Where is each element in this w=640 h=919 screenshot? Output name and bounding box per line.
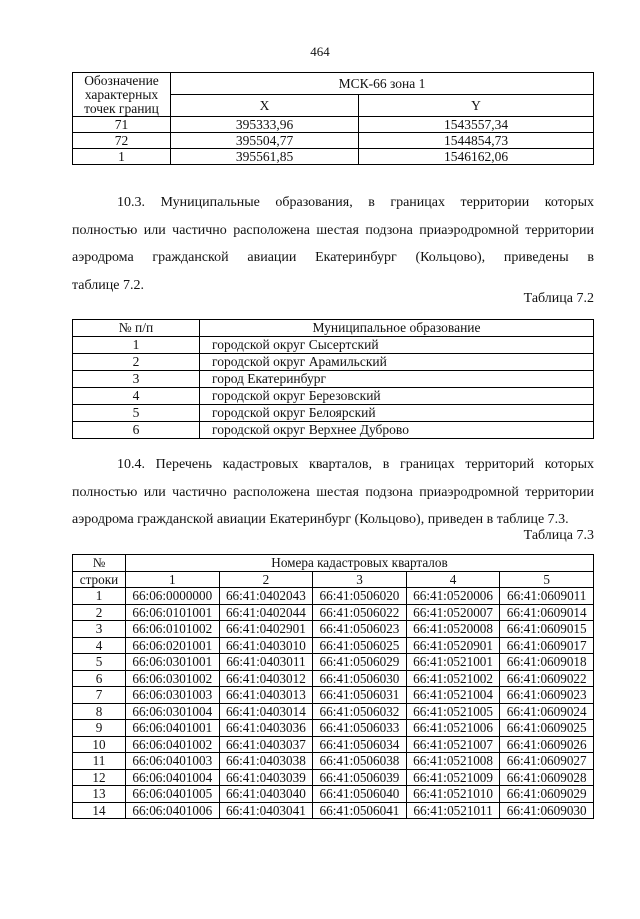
cadastral-number-cell: 66:41:0521010: [406, 786, 500, 803]
cadastral-number-cell: 66:41:0609027: [500, 753, 594, 770]
cadastral-number-cell: 66:41:0402901: [219, 621, 313, 638]
cadastral-number-cell: 66:06:0000000: [126, 588, 220, 605]
cadastral-number-cell: 66:41:0521009: [406, 769, 500, 786]
table-row: [73, 337, 594, 354]
cadastral-number-cell: 66:41:0521002: [406, 670, 500, 687]
paragraph-line: таблице 7.2.: [72, 277, 144, 293]
cadastral-number-cell: 66:41:0402043: [219, 588, 313, 605]
cadastral-number-cell: 66:41:0506023: [313, 621, 407, 638]
column-header: 3: [313, 571, 407, 588]
num-cell: 3: [73, 371, 200, 388]
cadastral-number-cell: 66:06:0301003: [126, 687, 220, 704]
cadastral-number-cell: 66:41:0403010: [219, 637, 313, 654]
table-row: [73, 720, 594, 737]
row-number-cell: 2: [73, 604, 126, 621]
name-cell: городской округ Сысертский: [200, 337, 594, 354]
table-row: [73, 736, 594, 753]
point-header: [73, 73, 171, 117]
table-row: [73, 753, 594, 770]
cadastral-number-cell: 66:41:0506038: [313, 753, 407, 770]
row-number-cell: 5: [73, 654, 126, 671]
table-row: [73, 117, 594, 133]
cadastral-number-cell: 66:41:0521004: [406, 687, 500, 704]
cadastral-number-cell: 66:41:0609023: [500, 687, 594, 704]
cadastral-number-cell: 66:41:0520006: [406, 588, 500, 605]
y-header: Y: [359, 95, 594, 117]
num-cell: 2: [73, 354, 200, 371]
cadastral-number-cell: 66:41:0609029: [500, 786, 594, 803]
table-row: [73, 604, 594, 621]
cadastral-number-cell: 66:06:0101001: [126, 604, 220, 621]
cadastral-number-cell: 66:41:0403013: [219, 687, 313, 704]
cadastral-number-cell: 66:41:0521005: [406, 703, 500, 720]
table-row: [73, 786, 594, 803]
cadastral-number-cell: 66:41:0506041: [313, 802, 407, 819]
table-row: [73, 769, 594, 786]
municipalities-table: [72, 319, 594, 439]
table-row: [73, 687, 594, 704]
cadastral-number-cell: 66:41:0403039: [219, 769, 313, 786]
num-cell: 5: [73, 405, 200, 422]
cadastral-number-cell: 66:41:0609024: [500, 703, 594, 720]
table-row: [73, 654, 594, 671]
coordinates-table: [72, 72, 594, 165]
num-cell: 6: [73, 422, 200, 439]
cadastral-number-cell: 66:41:0506025: [313, 637, 407, 654]
cadastral-number-cell: 66:41:0403041: [219, 802, 313, 819]
column-header: 5: [500, 571, 594, 588]
x-cell: 395333,96: [171, 117, 359, 133]
cadastral-number-cell: 66:41:0609015: [500, 621, 594, 638]
cadastral-number-cell: 66:41:0403014: [219, 703, 313, 720]
point-cell: 72: [73, 133, 171, 149]
x-cell: 395504,77: [171, 133, 359, 149]
row-number-cell: 3: [73, 621, 126, 638]
paragraph-line: 10.4. Перечень кадастровых кварталов, в границах территорий которых: [117, 457, 594, 472]
row-number-cell: 6: [73, 670, 126, 687]
name-header: Муниципальное образование: [200, 320, 594, 337]
cadastral-number-cell: 66:41:0609017: [500, 637, 594, 654]
row-number-cell: 1: [73, 588, 126, 605]
row-number-cell: 8: [73, 703, 126, 720]
num-header: № п/п: [73, 320, 200, 337]
table-row: [73, 354, 594, 371]
cadastral-number-cell: 66:41:0506040: [313, 786, 407, 803]
row-number-cell: 13: [73, 786, 126, 803]
cadastral-number-cell: 66:41:0609025: [500, 720, 594, 737]
column-header: 2: [219, 571, 313, 588]
table-row: [73, 388, 594, 405]
name-cell: городской округ Березовский: [200, 388, 594, 405]
cadastral-number-cell: 66:41:0520008: [406, 621, 500, 638]
row-number-header-bottom: строки: [73, 571, 126, 588]
name-cell: городской округ Арамильский: [200, 354, 594, 371]
row-number-cell: 14: [73, 802, 126, 819]
x-header: X: [171, 95, 359, 117]
cadastral-number-cell: 66:41:0506034: [313, 736, 407, 753]
cadastral-number-cell: 66:41:0521001: [406, 654, 500, 671]
table-row: [73, 405, 594, 422]
name-cell: город Екатеринбург: [200, 371, 594, 388]
cadastral-number-cell: 66:41:0521007: [406, 736, 500, 753]
cadastral-group-header: Номера кадастровых кварталов: [126, 555, 594, 572]
y-cell: 1544854,73: [359, 133, 594, 149]
cadastral-number-cell: 66:06:0401001: [126, 720, 220, 737]
point-cell: 71: [73, 117, 171, 133]
column-header: 1: [126, 571, 220, 588]
cadastral-number-cell: 66:06:0301002: [126, 670, 220, 687]
row-number-cell: 12: [73, 769, 126, 786]
table-row: [73, 133, 594, 149]
table-7-2-caption: Таблица 7.2: [523, 291, 594, 306]
cadastral-number-cell: 66:41:0609028: [500, 769, 594, 786]
table-row: [73, 149, 594, 165]
paragraph-line: полностью или частично расположена шестая подзона приаэродромной территории: [72, 484, 594, 500]
paragraph-line: аэродрома гражданской авиации Екатеринбург (Кольцово), приведены в: [72, 250, 594, 265]
table-row: [73, 621, 594, 638]
table-row: [73, 670, 594, 687]
cadastral-number-cell: 66:41:0403036: [219, 720, 313, 737]
cadastral-number-cell: 66:06:0401002: [126, 736, 220, 753]
cadastral-number-cell: 66:41:0521006: [406, 720, 500, 737]
cadastral-number-cell: 66:41:0521008: [406, 753, 500, 770]
table-row: [73, 802, 594, 819]
coordinate-system-header: МСК-66 зона 1: [171, 73, 594, 95]
cadastral-number-cell: 66:06:0401005: [126, 786, 220, 803]
cadastral-number-cell: 66:41:0520007: [406, 604, 500, 621]
table-7-3-caption: Таблица 7.3: [523, 528, 594, 543]
cadastral-number-cell: 66:41:0506031: [313, 687, 407, 704]
cadastral-number-cell: 66:41:0403038: [219, 753, 313, 770]
table-row: [73, 371, 594, 388]
table-row: [73, 637, 594, 654]
cadastral-quarters-table: [72, 554, 594, 819]
table-row: [73, 703, 594, 720]
cadastral-number-cell: 66:41:0403011: [219, 654, 313, 671]
cadastral-number-cell: 66:41:0506033: [313, 720, 407, 737]
cadastral-number-cell: 66:06:0301001: [126, 654, 220, 671]
cadastral-number-cell: 66:06:0301004: [126, 703, 220, 720]
cadastral-number-cell: 66:41:0609011: [500, 588, 594, 605]
paragraph-10-3: [72, 189, 594, 299]
cadastral-number-cell: 66:41:0520901: [406, 637, 500, 654]
cadastral-number-cell: 66:06:0101002: [126, 621, 220, 638]
y-cell: 1543557,34: [359, 117, 594, 133]
y-cell: 1546162,06: [359, 149, 594, 165]
table-row: [73, 422, 594, 439]
row-number-cell: 7: [73, 687, 126, 704]
cadastral-number-cell: 66:41:0402044: [219, 604, 313, 621]
cadastral-number-cell: 66:41:0521011: [406, 802, 500, 819]
num-cell: 1: [73, 337, 200, 354]
row-number-cell: 10: [73, 736, 126, 753]
cadastral-number-cell: 66:41:0403037: [219, 736, 313, 753]
row-number-cell: 4: [73, 637, 126, 654]
cadastral-number-cell: 66:41:0506022: [313, 604, 407, 621]
name-cell: городской округ Верхнее Дуброво: [200, 422, 594, 439]
paragraph-line: полностью или частично расположена шестая подзона приаэродромной территории: [72, 222, 594, 238]
cadastral-number-cell: 66:41:0609018: [500, 654, 594, 671]
paragraph-line: 10.3. Муниципальные образования, в границах территории которых: [117, 195, 594, 210]
cadastral-number-cell: 66:41:0609026: [500, 736, 594, 753]
cadastral-number-cell: 66:41:0506032: [313, 703, 407, 720]
cadastral-number-cell: 66:41:0506030: [313, 670, 407, 687]
x-cell: 395561,85: [171, 149, 359, 165]
point-header-line: Обозначение: [84, 73, 159, 88]
cadastral-number-cell: 66:41:0609022: [500, 670, 594, 687]
cadastral-number-cell: 66:41:0609030: [500, 802, 594, 819]
point-header-line: характерных: [84, 87, 159, 102]
row-number-cell: 9: [73, 720, 126, 737]
cadastral-number-cell: 66:41:0506029: [313, 654, 407, 671]
point-cell: 1: [73, 149, 171, 165]
num-cell: 4: [73, 388, 200, 405]
point-header-line: точек границ: [84, 101, 159, 116]
cadastral-number-cell: 66:41:0403040: [219, 786, 313, 803]
cadastral-number-cell: 66:41:0506039: [313, 769, 407, 786]
table-row: [73, 588, 594, 605]
page-number: 464: [310, 44, 330, 59]
cadastral-number-cell: 66:06:0401006: [126, 802, 220, 819]
paragraph-10-4: [72, 451, 594, 534]
cadastral-number-cell: 66:41:0403012: [219, 670, 313, 687]
cadastral-number-cell: 66:06:0401004: [126, 769, 220, 786]
row-number-header-top: №: [73, 555, 126, 572]
name-cell: городской округ Белоярский: [200, 405, 594, 422]
paragraph-line: аэродрома гражданской авиации Екатеринбург (Кольцово), приведен в таблице 7.3.: [72, 512, 569, 527]
column-header: 4: [406, 571, 500, 588]
cadastral-number-cell: 66:41:0609014: [500, 604, 594, 621]
row-number-cell: 11: [73, 753, 126, 770]
cadastral-number-cell: 66:06:0201001: [126, 637, 220, 654]
cadastral-number-cell: 66:41:0506020: [313, 588, 407, 605]
cadastral-number-cell: 66:06:0401003: [126, 753, 220, 770]
